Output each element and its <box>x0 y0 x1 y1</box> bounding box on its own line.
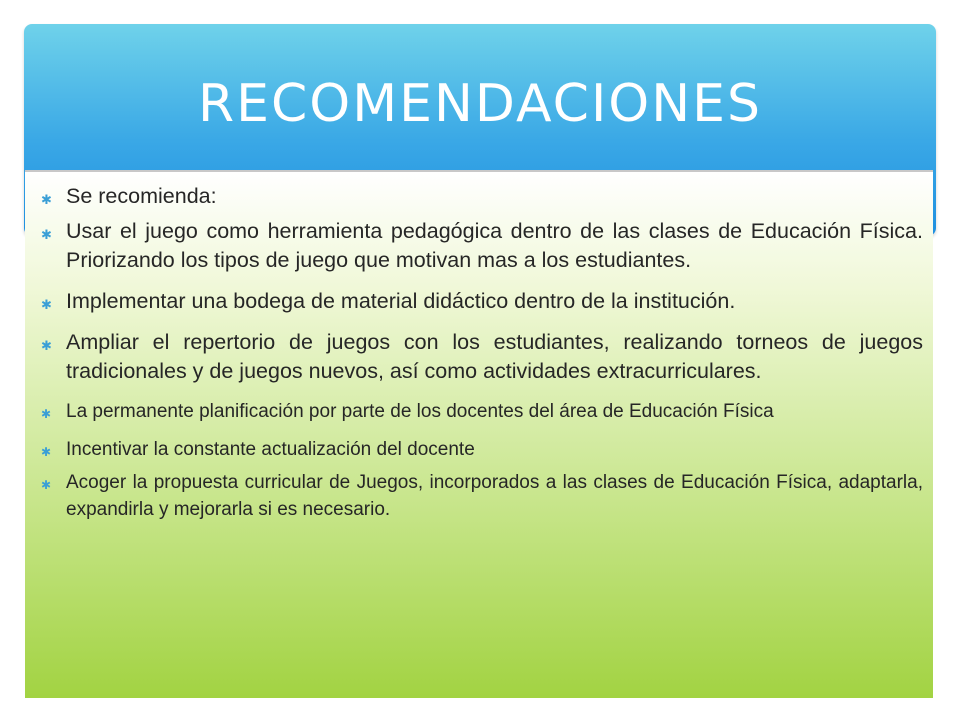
list-item <box>37 217 923 275</box>
list-item <box>37 398 923 425</box>
list-item-text: Usar el juego como herramienta pedagógica dentro de las clases de Educación Física. Priorizando los tipos de juego que motivan mas a los estudiantes. <box>66 219 923 272</box>
bullet-star-icon: ✱ <box>41 193 52 208</box>
bullet-star-icon: ✱ <box>41 407 52 421</box>
list-item-text: La permanente planificación por parte de los docentes del área de Educación Física <box>66 401 774 422</box>
bullet-star-icon: ✱ <box>41 298 52 313</box>
bullet-star-icon: ✱ <box>41 478 52 492</box>
list-item-text: Implementar una bodega de material didáctico dentro de la institución. <box>66 289 736 313</box>
recommendations-list <box>37 182 923 534</box>
list-item-text: Ampliar el repertorio de juegos con los estudiantes, realizando torneos de juegos tradicionales y de juegos nuevos, así como actividades extracurriculares. <box>66 330 923 383</box>
list-item-text: Se recomienda: <box>66 184 217 208</box>
content-box <box>25 170 933 698</box>
list-item-text: Acoger la propuesta curricular de Juegos, incorporados a las clases de Educación Física, adaptarla, expandirla y mejorarla si es necesario. <box>66 472 923 520</box>
list-item-text: Incentivar la constante actualización del docente <box>66 439 475 460</box>
slide-title: RECOMENDACIONES <box>198 74 762 134</box>
list-item <box>37 328 923 386</box>
bullet-star-icon: ✱ <box>41 228 52 243</box>
list-item <box>37 287 923 316</box>
bullet-star-icon: ✱ <box>41 445 52 459</box>
bullet-star-icon: ✱ <box>41 339 52 354</box>
list-item <box>37 182 923 211</box>
list-item <box>37 436 923 463</box>
list-item <box>37 469 923 523</box>
